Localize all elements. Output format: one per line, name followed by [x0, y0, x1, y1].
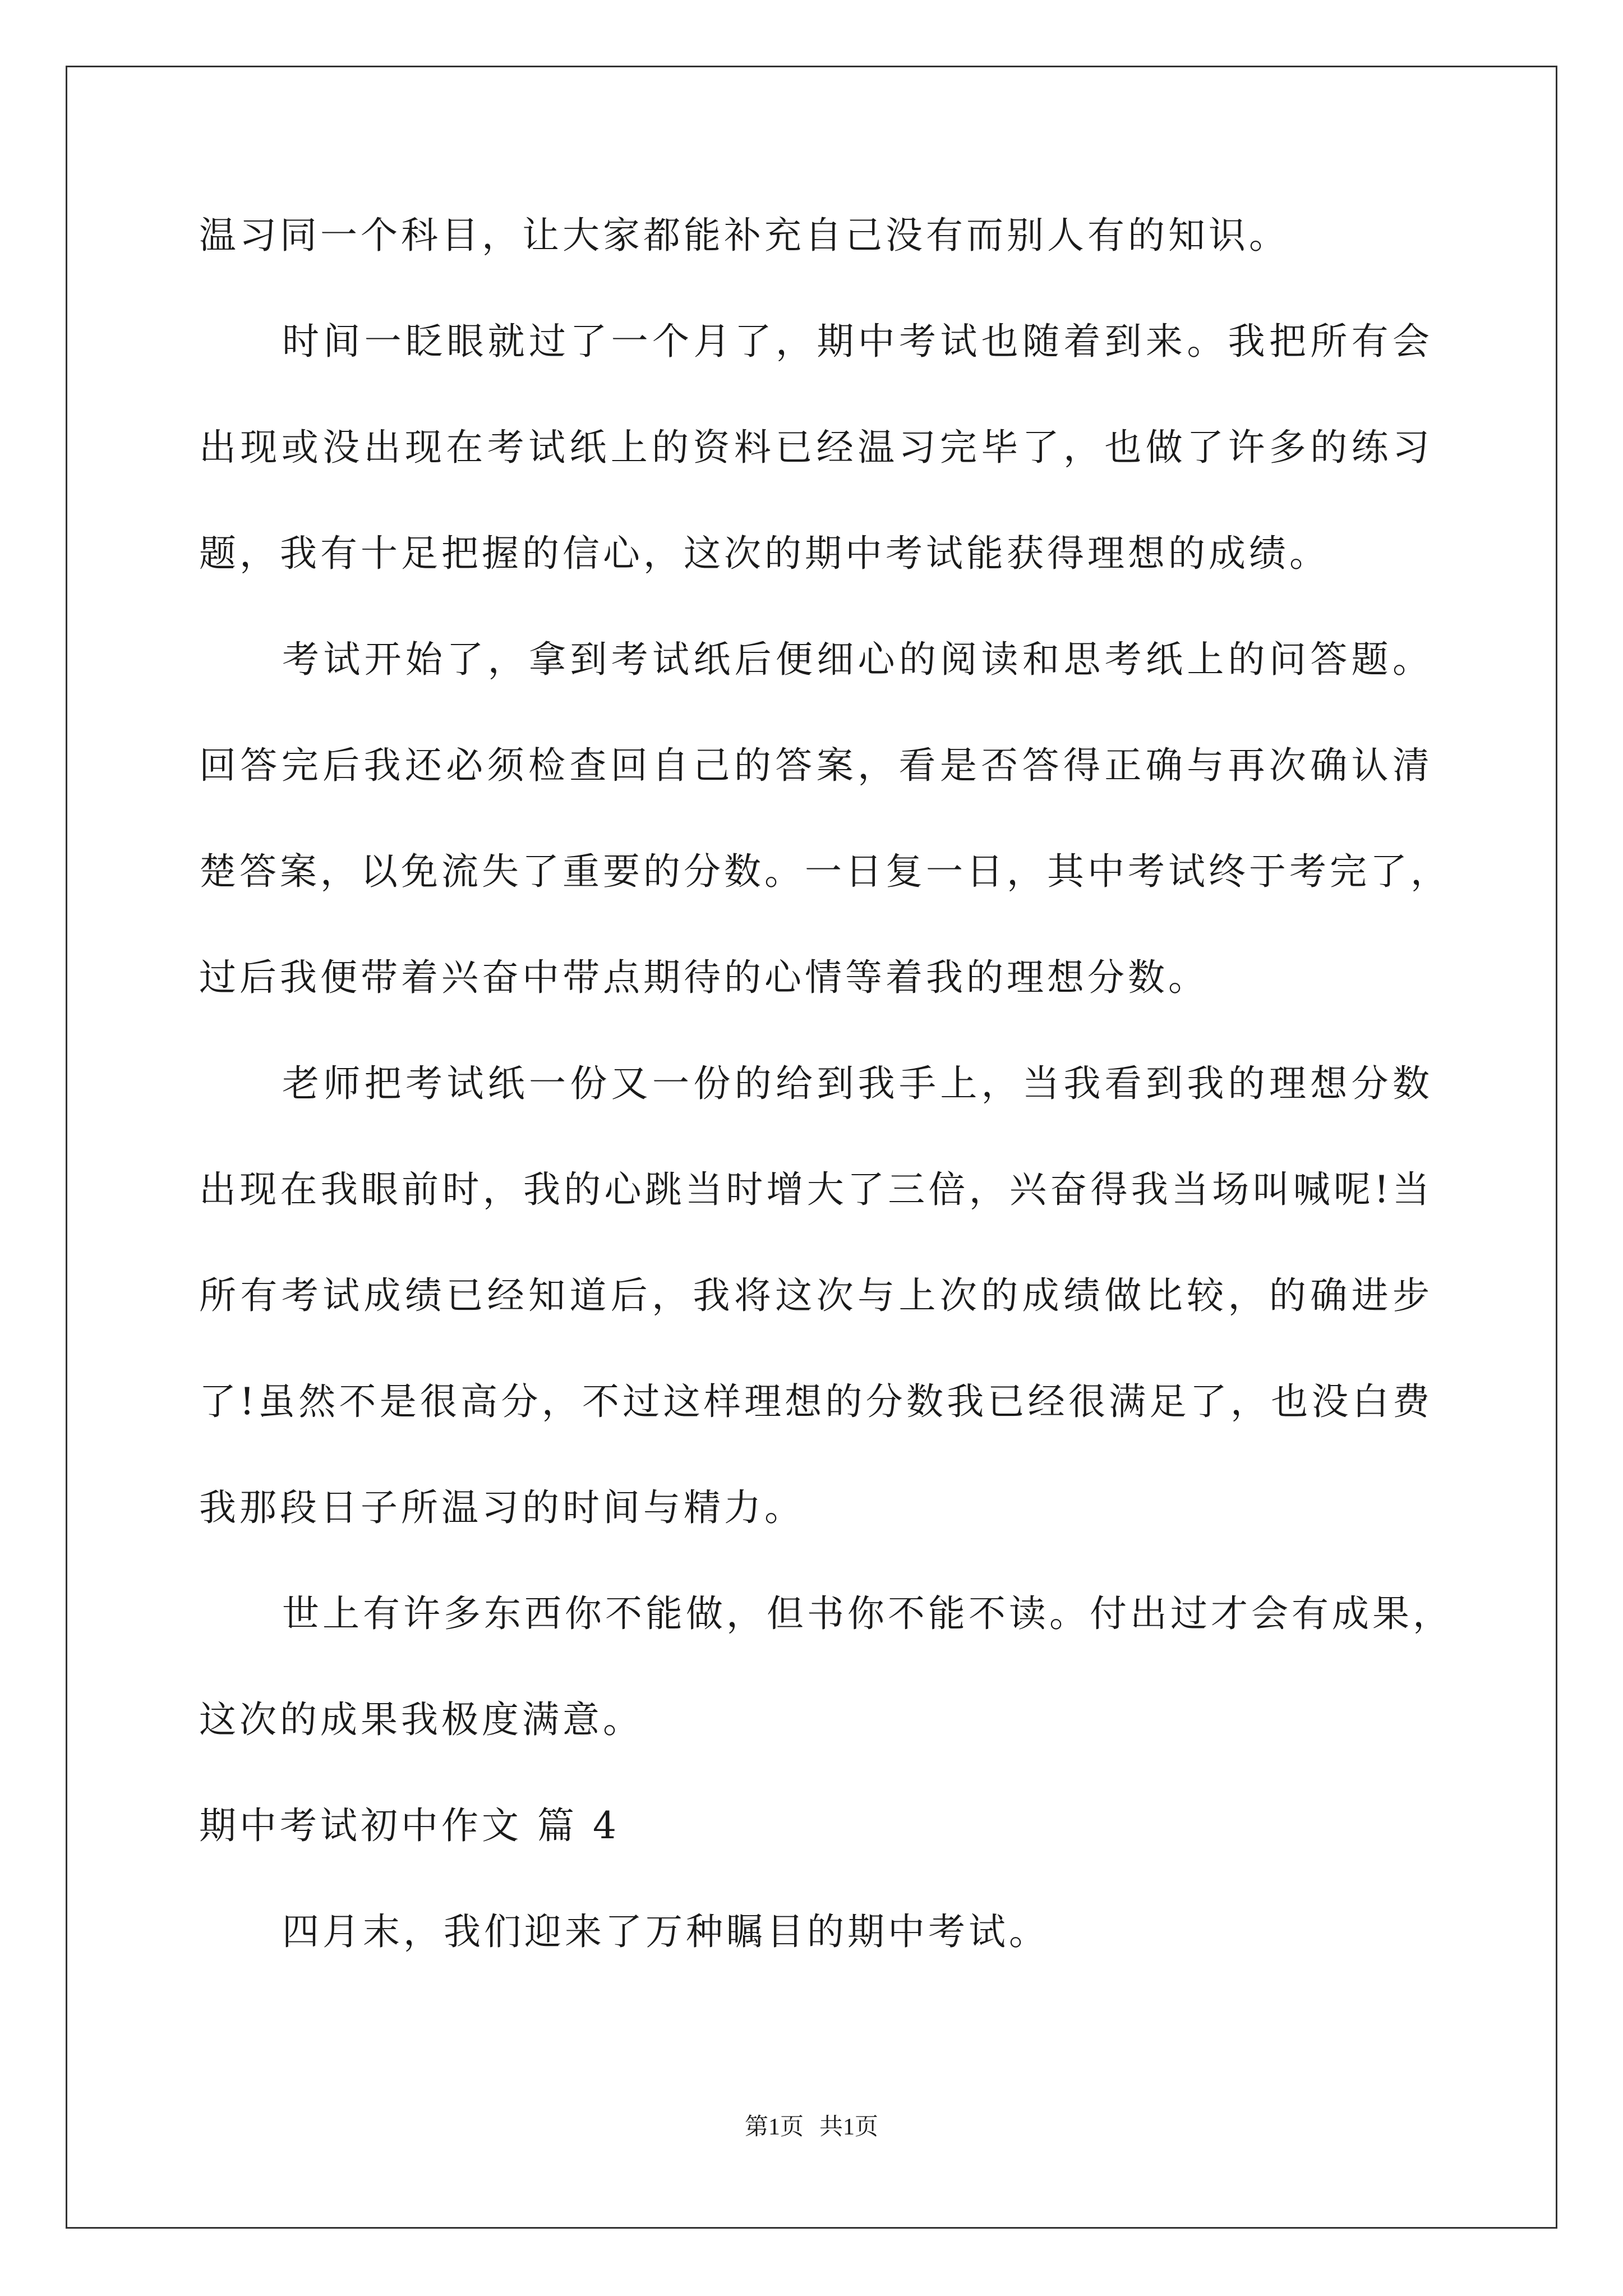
text-line: 出现在我眼前时，我的心跳当时增大了三倍，兴奋得我当场叫喊呢!当	[199, 1168, 1433, 1211]
text-line: 四月末，我们迎来了万种瞩目的期中考试。	[282, 1910, 1049, 1953]
text-line: 过后我便带着兴奋中带点期待的心情等着我的理想分数。	[199, 956, 1209, 999]
text-line: 回答完后我还必须检查回自己的答案，看是否答得正确与再次确认清	[199, 744, 1433, 787]
section-heading: 期中考试初中作文 篇 4	[199, 1804, 620, 1847]
text-line: 温习同一个科目，让大家都能补充自己没有而别人有的知识。	[199, 214, 1289, 257]
text-line: 楚答案，以免流失了重要的分数。一日复一日，其中考试终于考完了，	[199, 850, 1451, 893]
page-footer	[0, 2110, 1623, 2144]
text-line: 世上有许多东西你不能做，但书你不能不读。付出过才会有成果，	[282, 1592, 1453, 1635]
document-body	[199, 208, 1453, 2010]
text-line: 这次的成果我极度满意。	[199, 1698, 643, 1741]
text-line: 考试开始了，拿到考试纸后便细心的阅读和思考纸上的问答题。	[282, 638, 1433, 681]
page-total: 共1页	[819, 2114, 879, 2140]
text-line: 所有考试成绩已经知道后，我将这次与上次的成绩做比较，的确进步	[199, 1274, 1433, 1317]
page-number: 第1页	[744, 2114, 804, 2140]
text-line: 时间一眨眼就过了一个月了，期中考试也随着到来。我把所有会	[282, 320, 1433, 363]
text-line: 老师把考试纸一份又一份的给到我手上，当我看到我的理想分数	[282, 1062, 1433, 1105]
text-line: 了!虽然不是很高分，不过这样理想的分数我已经很满足了，也没白费	[199, 1380, 1433, 1423]
text-line: 我那段日子所温习的时间与精力。	[199, 1486, 805, 1529]
text-line: 题，我有十足把握的信心，这次的期中考试能获得理想的成绩。	[199, 532, 1330, 575]
text-line: 出现或没出现在考试纸上的资料已经温习完毕了，也做了许多的练习	[199, 426, 1433, 469]
